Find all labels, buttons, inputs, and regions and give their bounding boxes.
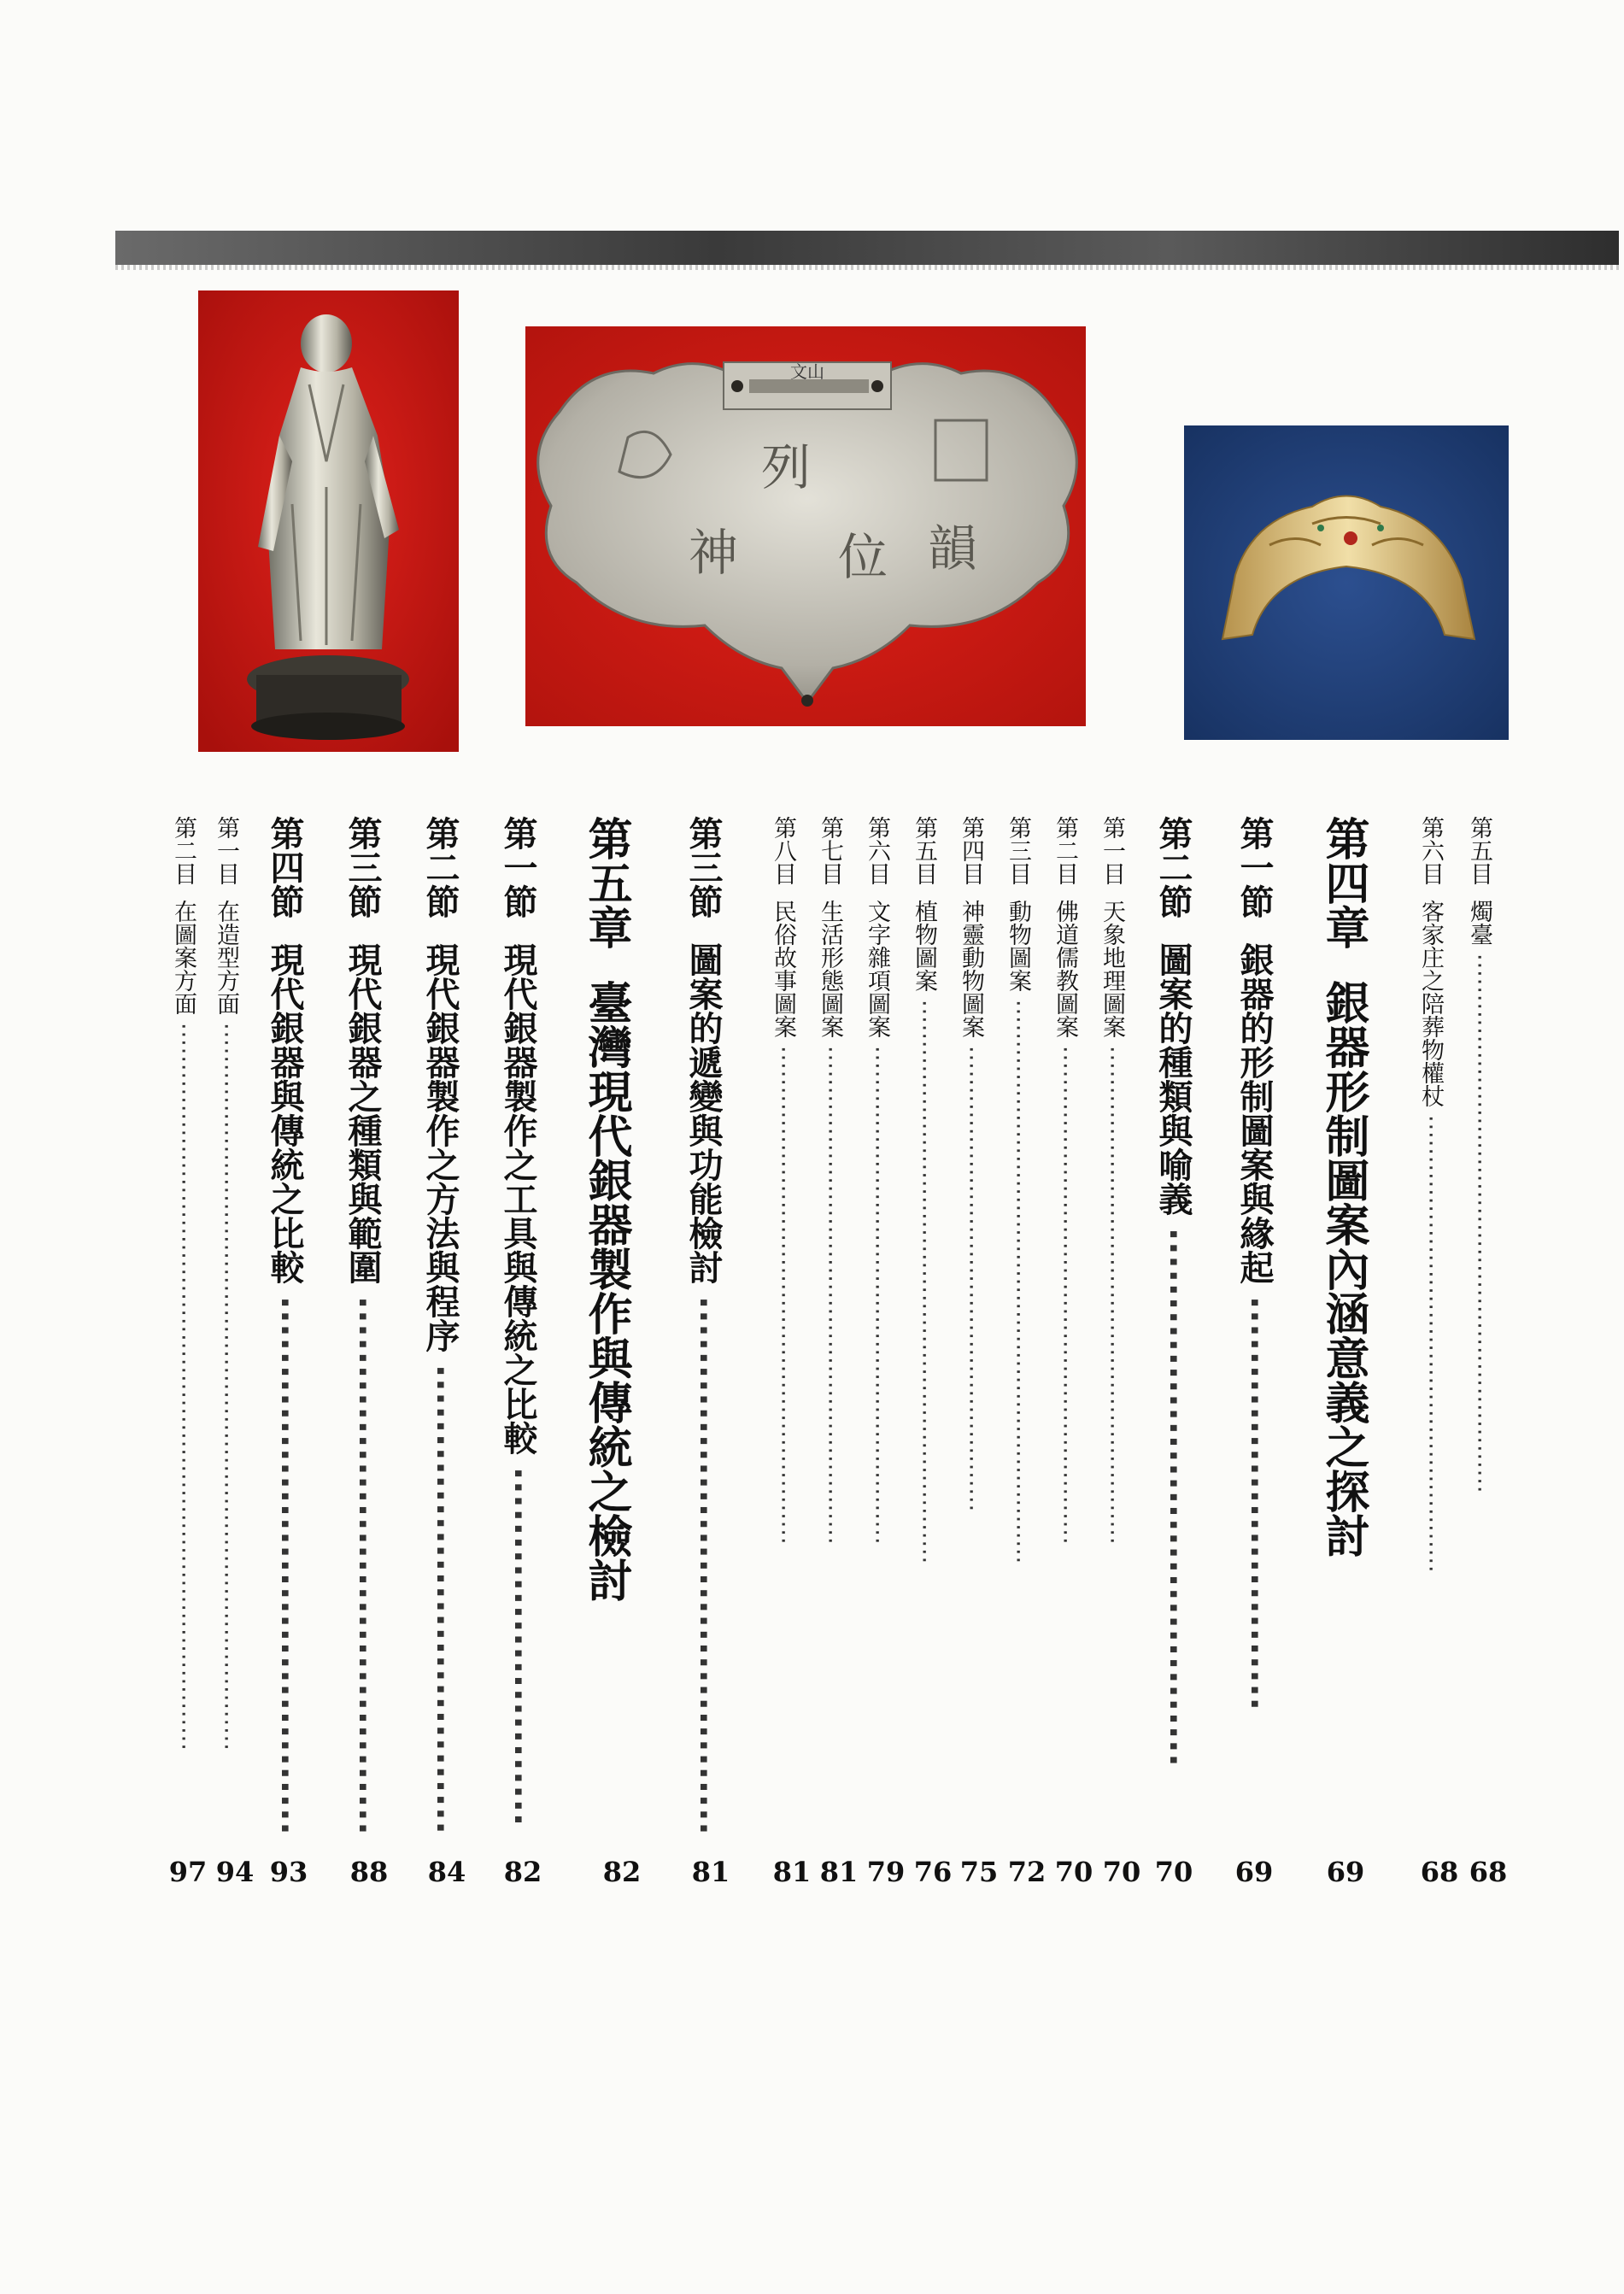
toc-section[interactable] — [338, 816, 387, 1835]
toc-section[interactable] — [1230, 816, 1279, 1711]
leader-dots: ························································ — [1417, 1114, 1444, 1574]
toc-entry[interactable] — [860, 816, 894, 1545]
page-number: 70 — [1054, 1856, 1093, 1888]
page-number: 88 — [349, 1856, 389, 1888]
leader-dots: ······························ — [1234, 1295, 1274, 1711]
section-title: 現代銀器製作之方法與程序 — [420, 942, 460, 1352]
leader-dots: ····························································· — [770, 1045, 796, 1546]
lock-char-3: 神 — [688, 524, 739, 582]
toc-title: 客家庄之陪葬物權杖 — [1417, 900, 1444, 1108]
toc-entry[interactable] — [907, 816, 941, 1564]
chapter-label: 第四章 — [1317, 816, 1369, 949]
page-number: 69 — [1234, 1856, 1274, 1888]
toc-title: 燭臺 — [1466, 900, 1492, 947]
section-label: 第四節 — [265, 816, 304, 918]
page-number: 81 — [691, 1856, 730, 1888]
toc-entry[interactable] — [813, 816, 847, 1545]
toc-entry[interactable] — [954, 816, 988, 1512]
leader-dots: ······································· — [683, 1295, 723, 1836]
toc-entry[interactable] — [766, 816, 800, 1545]
leader-dots: ····································································· — [911, 999, 937, 1564]
page-number: 69 — [1326, 1856, 1365, 1888]
page-number: 70 — [1102, 1856, 1141, 1888]
page-number: 82 — [503, 1856, 542, 1888]
toc-label: 第五目 — [1466, 816, 1492, 885]
section-label: 第三節 — [683, 816, 723, 918]
section-title: 現代銀器之種類與範圍 — [343, 942, 382, 1284]
toc-title: 天象地理圖案 — [1099, 900, 1125, 1039]
toc-title: 佛道儒教圖案 — [1052, 900, 1078, 1039]
page-number: 68 — [1469, 1856, 1508, 1888]
toc-section[interactable] — [1149, 816, 1198, 1767]
leader-dots: ·································································· — [1466, 953, 1492, 1494]
section-label: 第一節 — [498, 816, 537, 918]
section-title: 現代銀器製作之工具與傳統之比較 — [498, 942, 537, 1455]
toc-entry[interactable] — [209, 816, 243, 1751]
toc-label: 第二目 — [170, 816, 196, 885]
lock-char-4: 韻 — [927, 519, 978, 578]
toc-section[interactable] — [494, 816, 542, 1827]
toc-chapter[interactable] — [1311, 816, 1375, 1558]
page-number: 68 — [1420, 1856, 1459, 1888]
chapter-label: 第五章 — [580, 816, 631, 949]
chapter-title: 銀器形制圖案內涵意義之探討 — [1317, 980, 1369, 1558]
toc-section[interactable] — [679, 816, 728, 1835]
page-number: 79 — [866, 1856, 906, 1888]
leader-dots: ····························································· — [1099, 1045, 1125, 1546]
page-number: 70 — [1154, 1856, 1193, 1888]
section-title: 銀器的形制圖案與緣起 — [1234, 942, 1274, 1284]
lock-char-2: 位 — [837, 528, 888, 586]
toc-title: 動物圖案 — [1005, 900, 1031, 993]
toc-label: 第一目 — [1099, 816, 1125, 885]
toc-label: 第一目 — [213, 816, 239, 885]
leader-dots: ························································································· — [170, 1022, 196, 1751]
page-number: 81 — [819, 1856, 859, 1888]
silver-figurine-photo — [198, 290, 459, 752]
section-label: 第一節 — [1234, 816, 1274, 918]
page-number: 84 — [427, 1856, 466, 1888]
page-number: 93 — [269, 1856, 308, 1888]
toc-entry[interactable] — [1001, 816, 1035, 1564]
toc-entry[interactable] — [167, 816, 200, 1751]
toc-entry[interactable] — [1048, 816, 1082, 1545]
leader-dots: ······································· — [265, 1295, 304, 1836]
toc-label: 第四目 — [958, 816, 984, 885]
silver-longevity-lock-photo — [525, 326, 1086, 726]
toc-section[interactable] — [261, 816, 309, 1835]
section-label: 第二節 — [1153, 816, 1193, 918]
toc-entry[interactable] — [1095, 816, 1129, 1545]
toc-label: 第六目 — [864, 816, 890, 885]
leader-dots: ····································································· — [1005, 999, 1031, 1564]
toc-section[interactable] — [416, 816, 465, 1834]
toc-label: 第五目 — [911, 816, 937, 885]
toc-label: 第三目 — [1005, 816, 1031, 885]
page-number: 94 — [215, 1856, 255, 1888]
page-number: 72 — [1007, 1856, 1047, 1888]
section-title: 圖案的種類與喻義 — [1153, 942, 1193, 1216]
toc-title: 民俗故事圖案 — [770, 900, 796, 1039]
leader-dots: ······································· — [1153, 1227, 1193, 1768]
toc-label: 第七目 — [817, 816, 843, 885]
page-number: 97 — [168, 1856, 208, 1888]
toc-title: 在圖案方面 — [170, 900, 196, 1016]
gold-headdress-photo — [1184, 425, 1509, 740]
lock-top-inscription: 文山 — [790, 361, 824, 382]
leader-dots: ························································································· — [213, 1022, 239, 1751]
leader-dots: ····························································· — [1052, 1045, 1078, 1546]
page-number: 82 — [602, 1856, 642, 1888]
section-label: 第二節 — [420, 816, 460, 918]
toc-title: 在造型方面 — [213, 900, 239, 1016]
section-title: 圖案的遞變與功能檢討 — [683, 942, 723, 1284]
header-rule — [115, 231, 1619, 265]
leader-dots: ·························· — [498, 1466, 537, 1827]
toc-title: 文字雜項圖案 — [864, 900, 890, 1039]
toc-chapter[interactable] — [574, 816, 638, 1602]
toc-entry[interactable] — [1463, 816, 1496, 1493]
leader-dots: ······································· — [343, 1295, 382, 1836]
toc-title: 神靈動物圖案 — [958, 900, 984, 1039]
section-title: 現代銀器與傳統之比較 — [265, 942, 304, 1284]
leader-dots: ·································· — [420, 1364, 460, 1835]
page-number: 81 — [772, 1856, 812, 1888]
lock-char-1: 列 — [760, 438, 812, 496]
page-number: 76 — [913, 1856, 953, 1888]
page-number: 75 — [959, 1856, 999, 1888]
toc-label: 第六目 — [1417, 816, 1444, 885]
toc-entry[interactable] — [1414, 816, 1447, 1573]
toc-title: 生活形態圖案 — [817, 900, 843, 1039]
toc-title: 植物圖案 — [911, 900, 937, 993]
toc-label: 第二目 — [1052, 816, 1078, 885]
section-label: 第三節 — [343, 816, 382, 918]
leader-dots: ························································· — [958, 1045, 984, 1512]
leader-dots: ····························································· — [817, 1045, 843, 1546]
chapter-title: 臺灣現代銀器製作與傳統之檢討 — [580, 980, 631, 1603]
leader-dots: ····························································· — [864, 1045, 890, 1546]
toc-label: 第八目 — [770, 816, 796, 885]
